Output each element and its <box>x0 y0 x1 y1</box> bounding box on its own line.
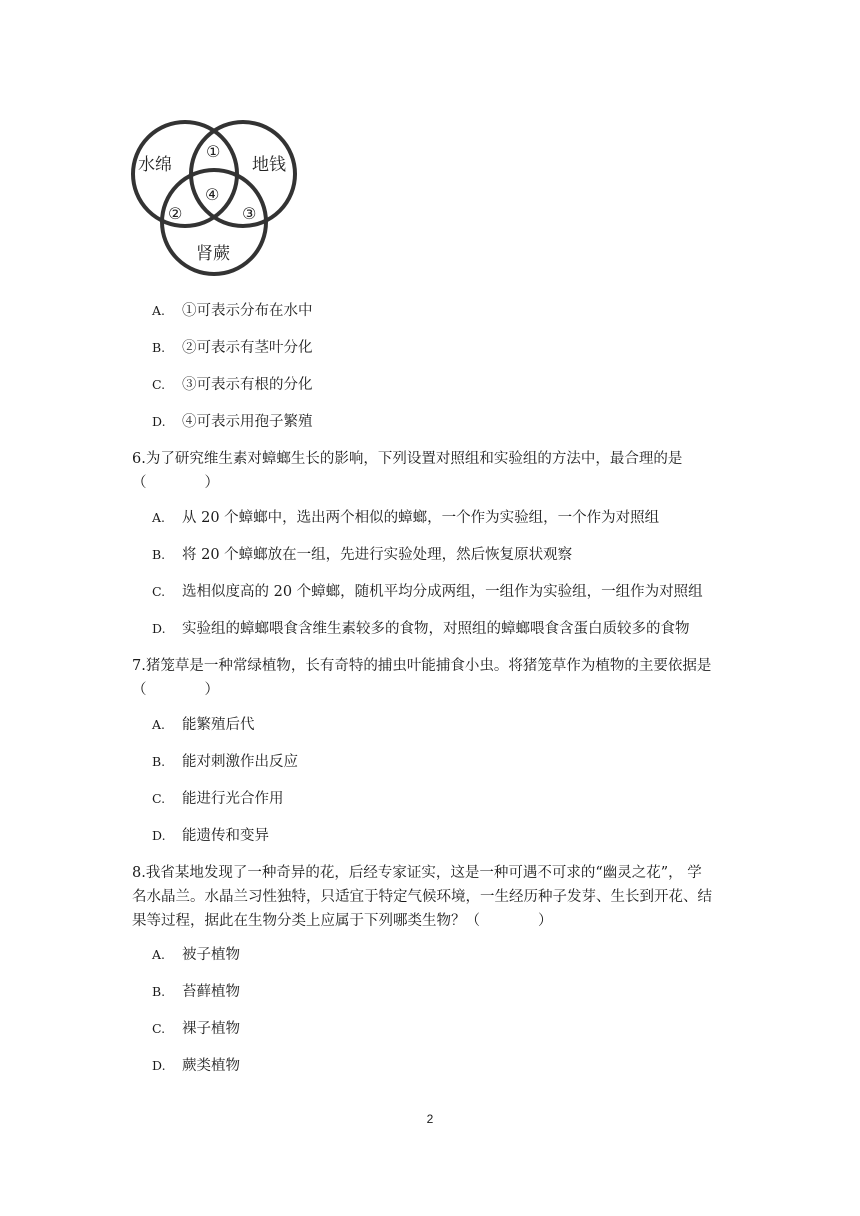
region-1: ① <box>206 142 221 161</box>
option-text: ①可表示分布在水中 <box>182 303 313 319</box>
q5-option-d <box>152 413 313 431</box>
option-letter: D. <box>152 828 166 843</box>
option-text: ④可表示用孢子繁殖 <box>182 414 313 430</box>
q5-option-a <box>152 302 313 320</box>
q8-option-b <box>152 983 240 1001</box>
q8-option-d <box>152 1057 240 1075</box>
option-text: 选相似度高的 20 个蟑螂，随机平均分成两组，一组作为实验组，一组作为对照组 <box>182 584 703 600</box>
question-6-line-1: 6.为了研究维生素对蟑螂生长的影响，下列设置对照组和实验组的方法中，最合理的是 <box>132 451 683 467</box>
option-text: 能遗传和变异 <box>182 828 269 844</box>
q6-option-a <box>152 509 659 527</box>
option-letter: A. <box>152 303 166 318</box>
q7-option-a <box>152 716 255 734</box>
option-letter: D. <box>152 1058 166 1073</box>
region-2: ② <box>168 204 183 223</box>
option-letter: A. <box>152 510 166 525</box>
region-3: ③ <box>242 204 257 223</box>
venn-diagram <box>128 112 300 280</box>
q7-option-c <box>152 790 284 808</box>
option-text: 被子植物 <box>182 947 240 963</box>
option-text: 裸子植物 <box>182 1021 240 1037</box>
q6-option-b <box>152 546 572 564</box>
option-letter: A. <box>152 947 166 962</box>
label-diqian: 地钱 <box>252 155 286 175</box>
question-7-line-1: 7.猪笼草是一种常绿植物，长有奇特的捕虫叶能捕食小虫。将猪笼草作为植物的主要依据是 <box>132 658 712 674</box>
option-letter: B. <box>152 340 166 355</box>
question-7 <box>132 654 732 702</box>
region-4: ④ <box>205 185 220 204</box>
option-letter: D. <box>152 621 166 636</box>
label-shenjue: 肾蕨 <box>196 244 230 264</box>
q7-option-d <box>152 827 269 845</box>
option-text: 苔藓植物 <box>182 984 240 1000</box>
question-8-line-1: 8.我省某地发现了一种奇异的花，后经专家证实，这是一种可遇不可求的“幽灵之花”， 学 <box>132 865 702 881</box>
label-shuimian: 水绵 <box>138 155 172 175</box>
option-text: 能繁殖后代 <box>182 717 255 733</box>
option-letter: B. <box>152 984 166 999</box>
q8-option-c <box>152 1020 240 1038</box>
venn-svg <box>128 112 300 280</box>
question-6-line-2: （ ） <box>132 475 219 491</box>
option-letter: B. <box>152 547 166 562</box>
option-text: 实验组的蟑螂喂食含维生素较多的食物，对照组的蟑螂喂食含蛋白质较多的食物 <box>182 621 690 637</box>
option-text: 蕨类植物 <box>182 1058 240 1074</box>
q6-option-c <box>152 583 703 601</box>
option-letter: C. <box>152 377 166 392</box>
question-8 <box>132 861 732 933</box>
page-number: 2 <box>426 1112 434 1126</box>
option-text: 能对刺激作出反应 <box>182 754 298 770</box>
question-8-line-2: 名水晶兰。水晶兰习性独特，只适宜于特定气候环境，一生经历种子发芽、生长到开花、结 <box>132 889 712 905</box>
option-text: ③可表示有根的分化 <box>182 377 313 393</box>
option-letter: C. <box>152 584 166 599</box>
option-letter: C. <box>152 1021 166 1036</box>
option-text: ②可表示有茎叶分化 <box>182 340 313 356</box>
option-text: 能进行光合作用 <box>182 791 284 807</box>
q5-option-b <box>152 339 313 357</box>
option-text: 将 20 个蟑螂放在一组，先进行实验处理，然后恢复原状观察 <box>182 547 573 563</box>
q5-option-c <box>152 376 313 394</box>
question-6 <box>132 447 732 495</box>
q6-option-d <box>152 620 690 638</box>
option-letter: D. <box>152 414 166 429</box>
q7-option-b <box>152 753 298 771</box>
option-letter: A. <box>152 717 166 732</box>
q8-option-a <box>152 946 240 964</box>
option-text: 从 20 个蟑螂中，选出两个相似的蟑螂，一个作为实验组，一个作为对照组 <box>182 510 660 526</box>
option-letter: C. <box>152 791 166 806</box>
question-7-line-2: （ ） <box>132 682 219 698</box>
option-letter: B. <box>152 754 166 769</box>
question-8-line-3: 果等过程，据此在生物分类上应属于下列哪类生物？（ ） <box>132 913 553 929</box>
